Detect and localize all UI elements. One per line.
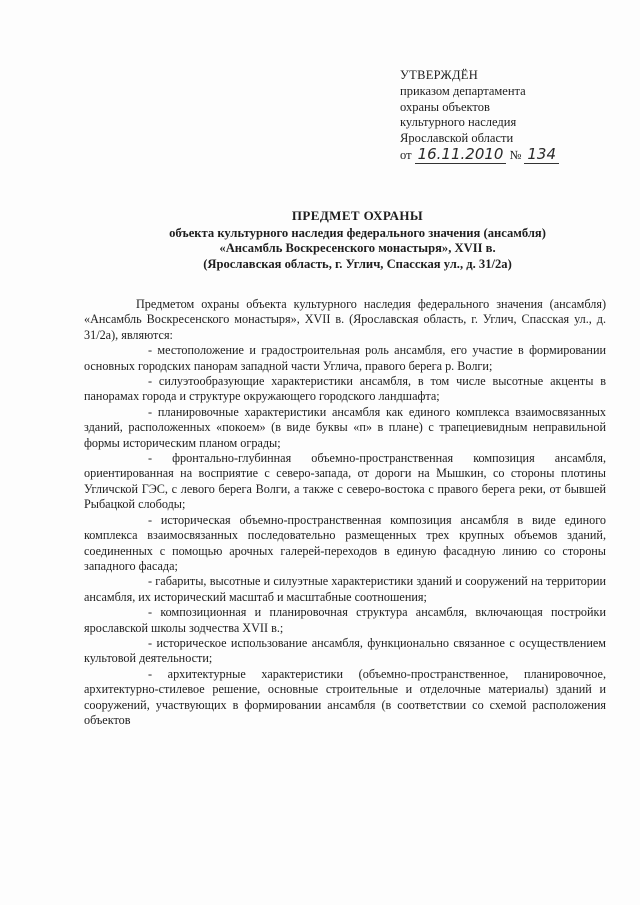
date-prefix: от bbox=[400, 147, 412, 162]
document-body bbox=[84, 297, 606, 728]
list-item: - планировочные характеристики ансамбля как единого комплекса взаимосвязанных зданий, расположенных «покоем» (в виде буквы «п» в плане) с трапециевидным неправильной формы историческим планом ограды; bbox=[84, 404, 606, 450]
approval-line: охраны объектов bbox=[400, 99, 490, 114]
approval-heading: УТВЕРЖДЁН bbox=[400, 68, 479, 82]
list-item: - историческая объемно-пространственная композиция ансамбля в виде единого комплекса взаимосвязанных последовательно размещенных трех крупных объемов зданий, соединенных с помощью арочных галерей-переходов в единую фасадную линию со стороны западного фасада; bbox=[84, 512, 606, 573]
title-line: (Ярославская область, г. Углич, Спасская ул., д. 31/2а) bbox=[203, 256, 512, 271]
list-item: - историческое использование ансамбля, функционально связанное с осуществлением культовой деятельности; bbox=[84, 635, 606, 666]
title-line: объекта культурного наследия федерального значения (ансамбля) bbox=[169, 225, 546, 240]
list-item: - силуэтообразующие характеристики ансамбля, в том числе высотные акценты в панорамах города и структуре окружающего городского ландшафта; bbox=[84, 374, 606, 404]
list-item: - габариты, высотные и силуэтные характеристики зданий и сооружений на территории ансамбля, их исторический масштаб и масштабные соотношения; bbox=[84, 574, 606, 604]
approval-stamp bbox=[400, 68, 630, 164]
handwritten-date: 16.11.2010 bbox=[415, 147, 507, 164]
approval-line: Ярославской области bbox=[400, 131, 514, 146]
list-item: - фронтально-глубинная объемно-пространственная композиция ансамбля, ориентированная на восприятие с северо-запада, от дороги на Мышкин, со стороны плотины Угличской ГЭС, с левого берега Волги, а также с северо-востока с правого берега реки, от бывшей Рыбацкой слободы; bbox=[84, 451, 606, 512]
intro-paragraph: Предметом охраны объекта культурного наследия федерального значения (ансамбля) «Ансамбль Воскресенского монастыря», XVII в. (Ярославская область, г. Углич, Спасская ул., д. 31/2а), являются: bbox=[84, 297, 606, 342]
approval-line: приказом департамента bbox=[400, 83, 526, 98]
list-item: - местоположение и градостроительная роль ансамбля, его участие в формировании основных городских панорам западной части Углича, правого берега р. Волги; bbox=[84, 343, 606, 373]
list-item: - композиционная и планировочная структура ансамбля, включающая постройки ярославской школы зодчества XVII в.; bbox=[84, 605, 606, 635]
title-heading: ПРЕДМЕТ ОХРАНЫ bbox=[291, 208, 424, 223]
title-line: «Ансамбль Воскресенского монастыря», XVII в. bbox=[219, 241, 496, 256]
list-item: - архитектурные характеристики (объемно-пространственное, планировочное, архитектурно-стилевое решение, основные строительные и отделочные материалы) зданий и сооружений, участвующих в формировании ансамбля (в соответствии со схемой расположения объектов bbox=[84, 666, 606, 727]
handwritten-number: 134 bbox=[524, 147, 559, 164]
number-prefix: № bbox=[509, 147, 522, 162]
document-title bbox=[110, 208, 605, 272]
approval-line: культурного наследия bbox=[400, 115, 517, 130]
approval-date-row bbox=[400, 144, 630, 164]
